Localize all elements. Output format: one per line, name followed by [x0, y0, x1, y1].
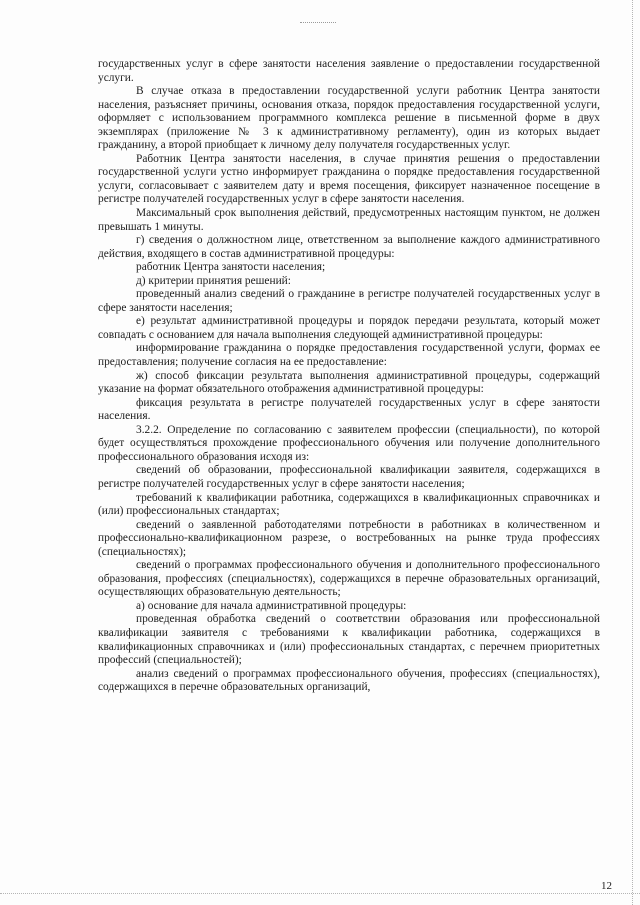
- paragraph: работник Центра занятости населения;: [136, 261, 326, 274]
- page-number: 12: [601, 880, 612, 892]
- paragraph: сведений об образовании, профессиональной квалификации заявителя, содержащихся в регистре получателей государственных услуг в сфере занятости населения;: [98, 464, 600, 490]
- paragraph: информирование гражданина о порядке предоставления государственной услуги, формах ее предоставления; получение согласия на ее предоставление:: [98, 342, 600, 369]
- paragraph: сведений о программах профессионального обучения и дополнительного профессионального образования, профессиях (специальностях), содержащихся в перечне образовательных организаций, осуществляющих образовательную деятельность;: [98, 559, 600, 599]
- paragraph: Максимальный срок выполнения действий, предусмотренных настоящим пунктом, не должен превышать 1 минуты.: [98, 207, 600, 233]
- paragraph: а) основание для начала административной процедуры:: [136, 599, 407, 612]
- paragraph: проведенная обработка сведений о соответствии образования или профессиональной квалификации заявителя с требованиями к квалификации работника, содержащихся в квалификационных справочниках и (или) профессиональных стандартах, с перечнем приоритетных профессий (специальностей);: [98, 613, 600, 667]
- document-body: [98, 58, 600, 695]
- paragraph: анализ сведений о программах профессионального обучения, профессиях (специальностях), содержащихся в перечне образовательных организаций,: [98, 667, 600, 694]
- scan-mark: [300, 22, 336, 24]
- scan-edge-bottom: [0, 893, 640, 895]
- paragraph: фиксация результата в регистре получателей государственных услуг в сфере занятости населения.: [98, 396, 600, 423]
- paragraph: сведений о заявленной работодателями потребности в работниках в количественном и профессионально-квалификационном разрезе, о востребованных на рынке труда профессиях (специальностях);: [98, 518, 600, 558]
- paragraph: требований к квалификации работника, содержащихся в квалификационных справочниках и (или) профессиональных стандартах;: [98, 491, 600, 518]
- paragraph: В случае отказа в предоставлении государственной услуги работник Центра занятости населения, разъясняет причины, основания отказа, порядок предоставления государственной услуги, оформляет с использованием программного комплекса решение в письменной форме в двух экземплярах (приложение № 3 к административному регламенту), один из которых выдает гражданину, а второй приобщает к личному делу получателя государственных услуг.: [98, 85, 600, 152]
- scan-edge-right: [632, 0, 634, 905]
- paragraph: Работник Центра занятости населения, в случае принятия решения о предоставлении государственной услуги устно информирует гражданина о порядке предоставления государственной услуги, согласовывает с заявителем дату и время посещения, фиксирует назначенное посещение в регистре получателей государственных услуг в сфере занятости населения.: [98, 152, 600, 206]
- paragraph: д) критерии принятия решений:: [136, 274, 291, 287]
- paragraph: государственных услуг в сфере занятости населения заявление о предоставлении государственной услуги.: [98, 58, 600, 84]
- paragraph: г) сведения о должностном лице, ответственном за выполнение каждого административного действия, входящего в состав административной процедуры:: [98, 234, 600, 260]
- paragraph: 3.2.2. Определение по согласованию с заявителем профессии (специальности), по которой будет осуществляться прохождение профессионального обучения или получение дополнительного профессионального образования исходя из:: [98, 423, 600, 463]
- paragraph: е) результат административной процедуры и порядок передачи результата, который может совпадать с основанием для начала выполнения следующей административной процедуры:: [98, 315, 600, 341]
- paragraph: ж) способ фиксации результата выполнения административной процедуры, содержащий указание на формат обязательного отображения административной процедуры:: [98, 369, 600, 396]
- paragraph: проведенный анализ сведений о гражданине в регистре получателей государственных услуг в сфере занятости населения;: [98, 288, 600, 314]
